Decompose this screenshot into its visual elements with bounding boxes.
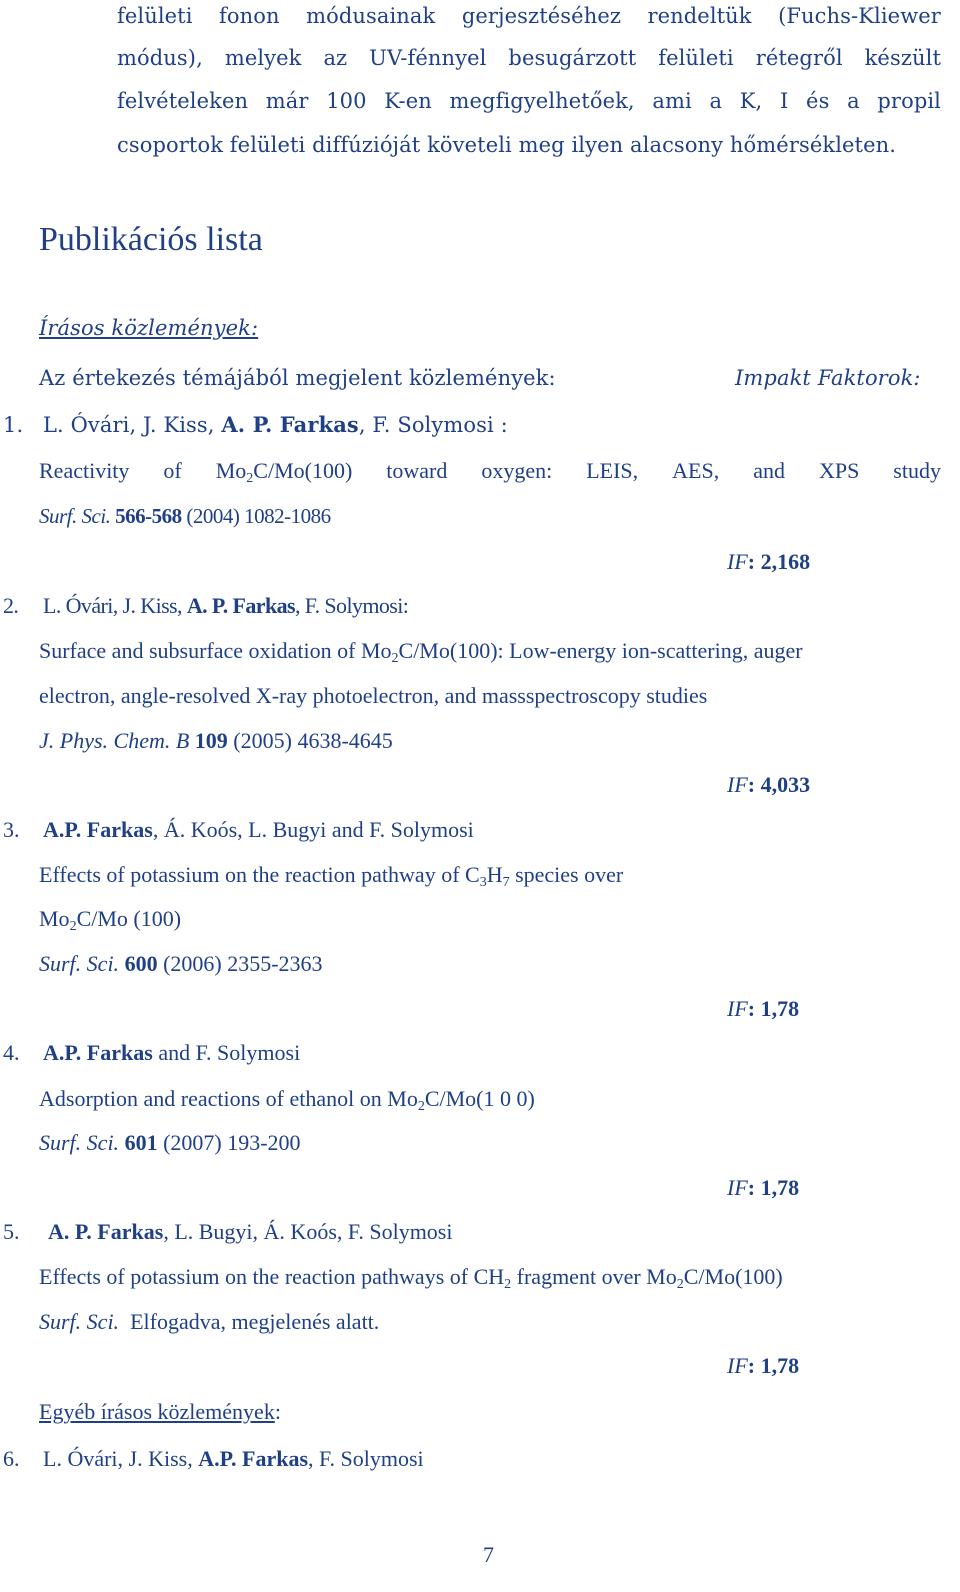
pub-6-authors: 6. L. Óvári, J. Kiss, A.P. Farkas, F. Solymosi xyxy=(3,1446,424,1471)
pub-2-title-line-2: electron, angle-resolved X-ray photoelectron, and massspectroscopy studies xyxy=(39,683,708,708)
pub-1-impact-factor: IF: 2,168 xyxy=(727,549,811,574)
pub-5-title: Effects of potassium on the reaction pathways of $CH_2$ fragment over $Mo_2C/Mo(100)$ xyxy=(39,1264,783,1292)
pub-3-authors: 3. A.P. Farkas, Á. Koós, L. Bugyi and F. Solymosi xyxy=(3,817,474,842)
pub-5-journal: Surf. Sci. Elfogadva, megjelenés alatt. xyxy=(39,1309,380,1334)
impact-factor-label: Impakt Faktorok: xyxy=(735,366,921,390)
intro-line-1: felületi fonon módusainak gerjesztéséhez rendeltük (Fuchs-Kliewer xyxy=(117,4,941,28)
intro-line-3: felvételeken már 100 K-en megfigyelhetőek, ami a K, I és a propil xyxy=(117,89,941,113)
section-title-other: Egyéb írásos közlemények: xyxy=(39,1399,281,1424)
pub-3-title-line-2: $Mo_2C/Mo$ (100) xyxy=(39,906,182,934)
pub-3-title-line-1: Effects of potassium on the reaction pathway of $C_3H_7$ species over xyxy=(39,862,624,890)
pub-4-authors: 4. A.P. Farkas and F. Solymosi xyxy=(3,1040,301,1065)
pub-1-title: Reactivity of $Mo_2C/Mo(100)$ toward oxygen: LEIS, AES, and XPS study xyxy=(39,458,941,486)
pub-4-journal: Surf. Sci. 601 (2007) 193-200 xyxy=(39,1130,301,1155)
pub-5-authors: 5. A. P. Farkas, L. Bugyi, Á. Koós, F. Solymosi xyxy=(3,1219,453,1244)
pub-2-title-line-1: Surface and subsurface oxidation of $Mo_2C/Mo(100)$: Low-energy ion-scattering, auger xyxy=(39,638,803,666)
page-number: 7 xyxy=(483,1542,494,1567)
page-heading: Publikációs lista xyxy=(39,221,263,258)
pub-1-authors: 1. L. Óvári, J. Kiss, A. P. Farkas, F. Solymosi : xyxy=(3,412,508,437)
pub-2-journal: J. Phys. Chem. B 109 (2005) 4638-4645 xyxy=(39,728,393,753)
pub-3-impact-factor: IF: 1,78 xyxy=(727,996,800,1021)
pub-4-title: Adsorption and reactions of ethanol on $Mo_2C/Mo(1$ 0 0) xyxy=(39,1086,535,1114)
pub-4-impact-factor: IF: 1,78 xyxy=(727,1175,800,1200)
section-subtitle: Az értekezés témájából megjelent közlemények: xyxy=(39,366,556,390)
intro-line-2: módus), melyek az UV-fénnyel besugárzott felületi rétegről készült xyxy=(117,46,941,70)
intro-line-4: csoportok felületi diffúzióját követeli meg ilyen alacsony hőmérsékleten. xyxy=(117,133,897,157)
pub-3-journal: Surf. Sci. 600 (2006) 2355-2363 xyxy=(39,951,323,976)
pub-2-authors: 2. L. Óvári, J. Kiss, A. P. Farkas, F. Solymosi: xyxy=(3,593,409,618)
pub-5-impact-factor: IF: 1,78 xyxy=(727,1353,800,1378)
pub-2-impact-factor: IF: 4,033 xyxy=(727,772,811,797)
pub-1-journal: Surf. Sci. 566-568 (2004) 1082-1086 xyxy=(39,504,331,528)
section-title-written: Írásos közlemények: xyxy=(39,316,259,340)
